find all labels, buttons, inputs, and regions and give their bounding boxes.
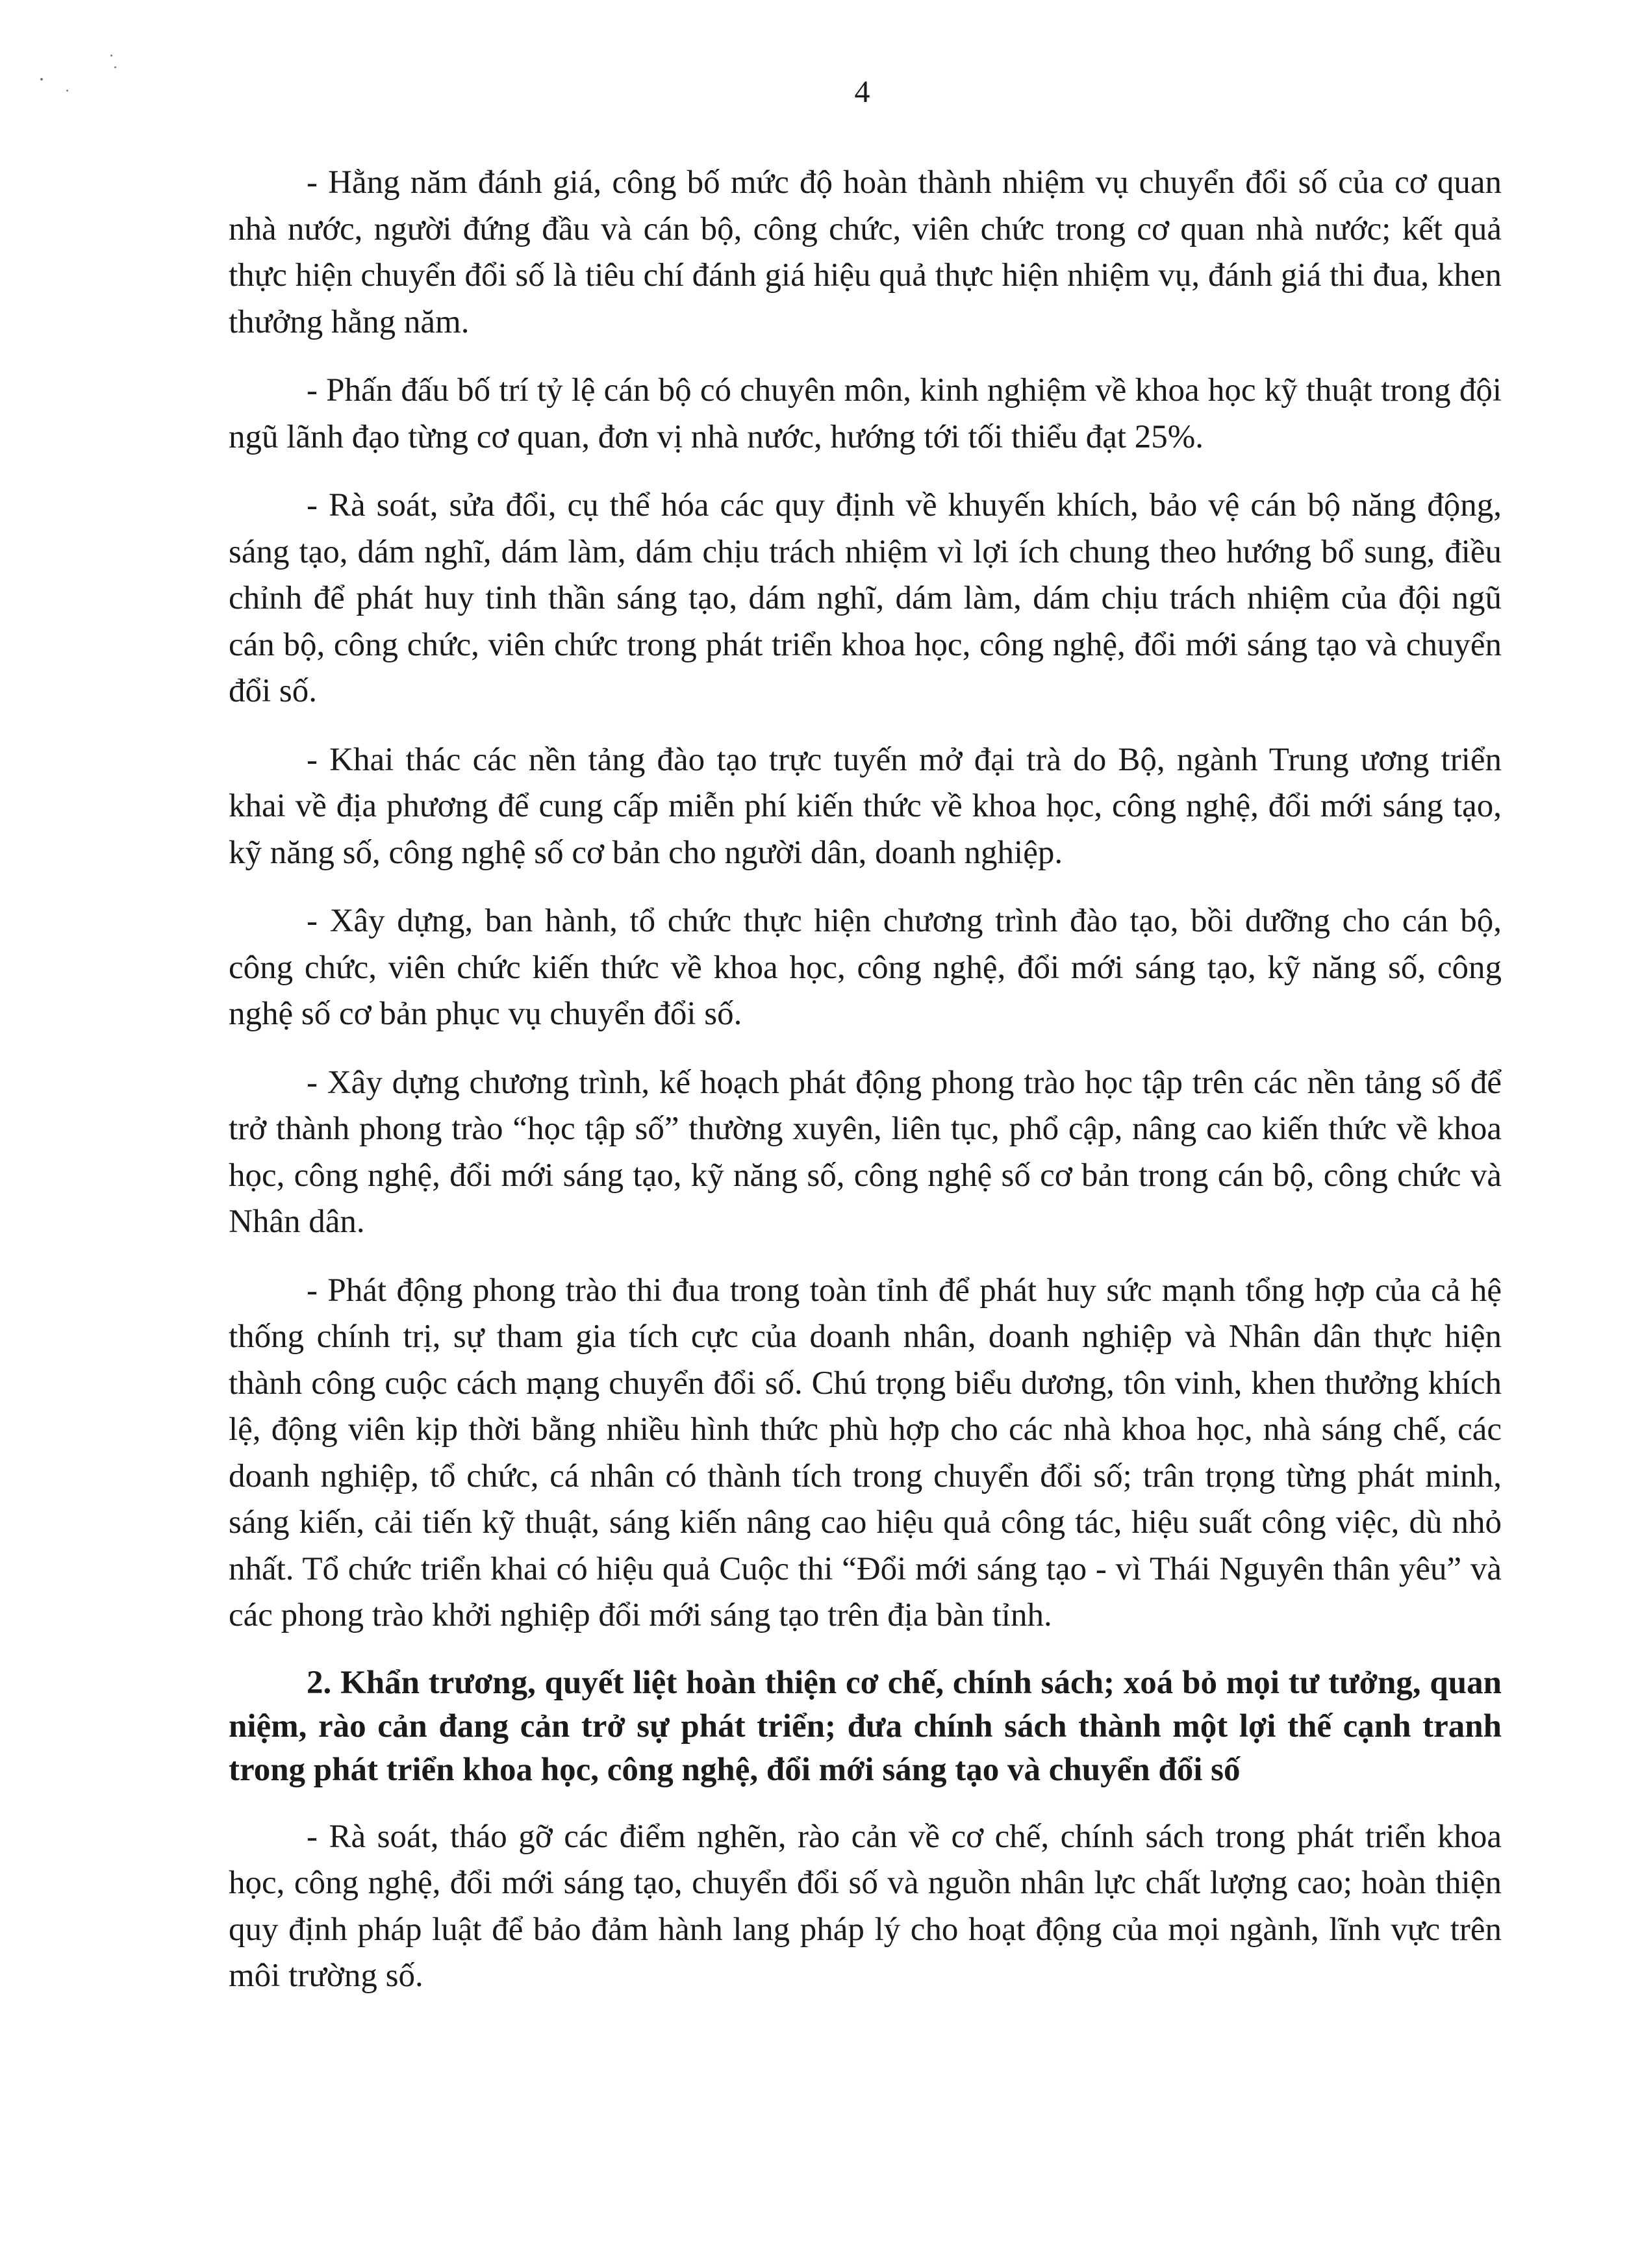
paragraph: - Xây dựng, ban hành, tổ chức thực hiện chương trình đào tạo, bồi dưỡng cho cán bộ, công chức, viên chức kiến thức về khoa học, công nghệ, đổi mới sáng tạo, kỹ năng số, công nghệ số cơ bản phục vụ chuyển đổi số.: [229, 903, 1502, 1032]
paragraph: - Hằng năm đánh giá, công bố mức độ hoàn thành nhiệm vụ chuyển đổi số của cơ quan nhà nước, người đứng đầu và cán bộ, công chức, viên chức trong cơ quan nhà nước; kết quả thực hiện chuyển đổi số là tiêu chí đánh giá hiệu quả thực hiện nhiệm vụ, đánh giá thi đua, khen thưởng hằng năm.: [229, 164, 1502, 340]
page-number: 4: [854, 75, 870, 109]
paragraph: - Rà soát, sửa đổi, cụ thể hóa các quy định về khuyến khích, bảo vệ cán bộ năng động, sáng tạo, dám nghĩ, dám làm, dám chịu trách nhiệm vì lợi ích chung theo hướng bổ sung, điều chỉnh để phát huy tinh thần sáng tạo, dám nghĩ, dám làm, dám chịu trách nhiệm của đội ngũ cán bộ, công chức, viên chức trong phát triển khoa học, công nghệ, đổi mới sáng tạo và chuyển đổi số.: [229, 487, 1502, 709]
section-heading: 2. Khẩn trương, quyết liệt hoàn thiện cơ chế, chính sách; xoá bỏ mọi tư tưởng, quan niệm, rào cản đang cản trở sự phát triển; đưa chính sách thành một lợi thế cạnh tranh trong phát triển khoa học, công nghệ, đổi mới sáng tạo và chuyển đổi số: [229, 1664, 1502, 1788]
paragraph: - Phấn đấu bố trí tỷ lệ cán bộ có chuyên môn, kinh nghiệm về khoa học kỹ thuật trong đội ngũ lãnh đạo từng cơ quan, đơn vị nhà nước, hướng tới tối thiểu đạt 25%.: [229, 372, 1502, 455]
scan-speck: [114, 66, 116, 68]
scan-speck: [110, 55, 112, 57]
paragraph: - Khai thác các nền tảng đào tạo trực tuyến mở đại trà do Bộ, ngành Trung ương triển khai về địa phương để cung cấp miễn phí kiến thức về khoa học, công nghệ, đổi mới sáng tạo, kỹ năng số, công nghệ số cơ bản cho người dân, doanh nghiệp.: [229, 741, 1502, 871]
paragraph: - Xây dựng chương trình, kế hoạch phát động phong trào học tập trên các nền tảng số để trở thành phong trào “học tập số” thường xuyên, liên tục, phổ cập, nâng cao kiến thức về khoa học, công nghệ, đổi mới sáng tạo, kỹ năng số, công nghệ số cơ bản trong cán bộ, công chức và Nhân dân.: [229, 1064, 1502, 1240]
document-body: [229, 160, 1502, 2022]
paragraph: - Rà soát, tháo gỡ các điểm nghẽn, rào cản về cơ chế, chính sách trong phát triển khoa học, công nghệ, đổi mới sáng tạo, chuyển đổi số và nguồn nhân lực chất lượng cao; hoàn thiện quy định pháp luật để bảo đảm hành lang pháp lý cho hoạt động của mọi ngành, lĩnh vực trên môi trường số.: [229, 1818, 1502, 1994]
paragraph: - Phát động phong trào thi đua trong toàn tỉnh để phát huy sức mạnh tổng hợp của cả hệ thống chính trị, sự tham gia tích cực của doanh nhân, doanh nghiệp và Nhân dân thực hiện thành công cuộc cách mạng chuyển đổi số. Chú trọng biểu dương, tôn vinh, khen thưởng khích lệ, động viên kịp thời bằng nhiều hình thức phù hợp cho các nhà khoa học, nhà sáng chế, các doanh nghiệp, tổ chức, cá nhân có thành tích trong chuyển đổi số; trân trọng từng phát minh, sáng kiến, cải tiến kỹ thuật, sáng kiến nâng cao hiệu quả công tác, hiệu suất công việc, dù nhỏ nhất. Tổ chức triển khai có hiệu quả Cuộc thi “Đổi mới sáng tạo - vì Thái Nguyên thân yêu” và các phong trào khởi nghiệp đổi mới sáng tạo trên địa bàn tỉnh.: [229, 1272, 1502, 1633]
